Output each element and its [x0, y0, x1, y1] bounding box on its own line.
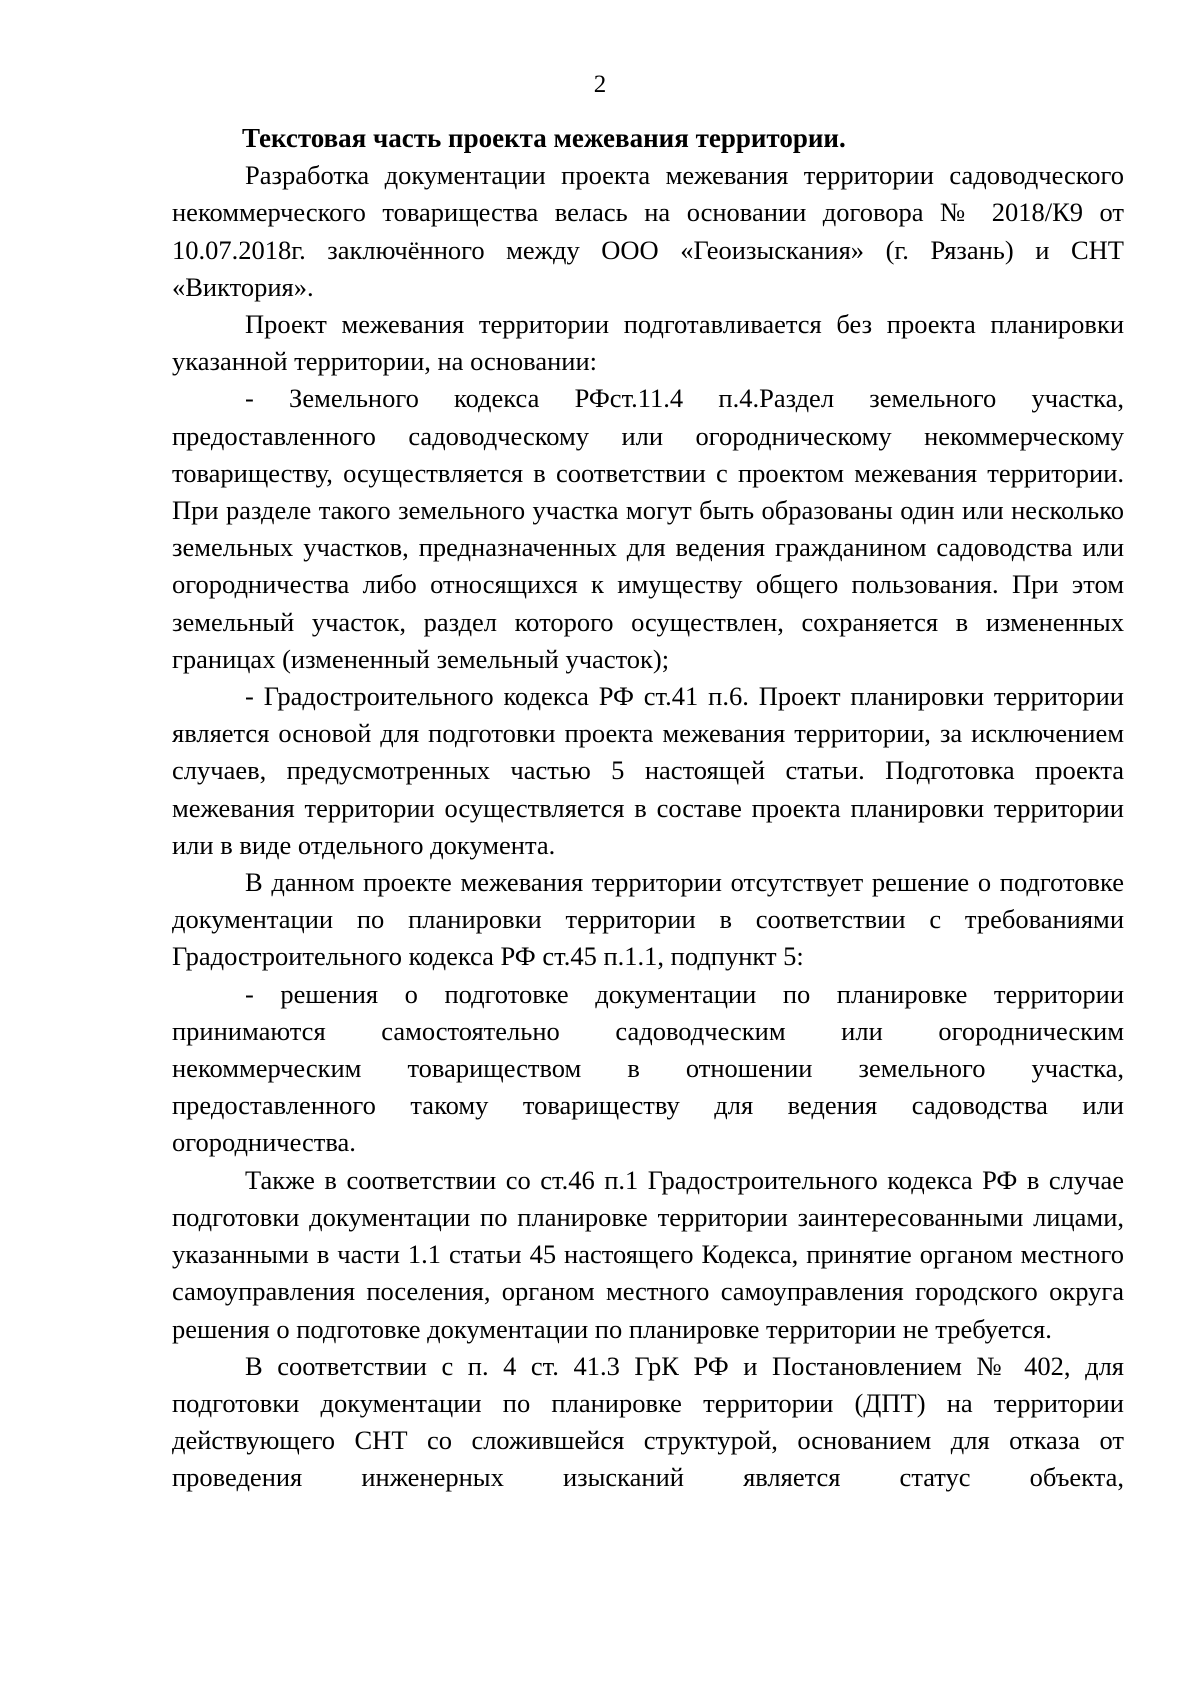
paragraph-contract-basis: Разработка документации проекта межевания территории садоводческого некоммерческого товарищества велась на основании договора № 2018/К9 от 10.07.2018г. заключённого между ООО «Геоизыскания» (г. Рязань) и СНТ «Виктория». [172, 160, 1124, 302]
paragraph-engineering-surveys: В соответствии с п. 4 ст. 41.3 ГрК РФ и Постановлением № 402, для подготовки документации по планировке территории (ДПТ) на территории действующего СНТ со сложившейся структурой, основанием для отказа от проведения инженерных изысканий является статус объекта, [172, 1350, 1124, 1493]
paragraph-project-basis: Проект межевания территории подготавливается без проекта планировки указанной территории, на основании: [172, 309, 1124, 377]
paragraph-land-code: - Земельного кодекса РФст.11.4 п.4.Раздел земельного участка, предоставленного садоводческому или огородническому некоммерческому товариществу, осуществляется в соответствии с проектом межевания территории. При разделе такого земельного участка могут быть образованы один или несколько земельных участков, предназначенных для ведения гражданином садоводства или огородничества либо относящихся к имуществу общего пользования. При этом земельный участок, раздел которого осуществлен, сохраняется в измененных границах (измененный земельный участок); [172, 383, 1124, 674]
paragraph-no-decision: В данном проекте межевания территории отсутствует решение о подготовке документации по планировки территории в соответствии с требованиями Градостроительного кодекса РФ ст.45 п.1.1, подпункт 5: [172, 867, 1124, 972]
section-heading: Текстовая часть проекта межевания территории. [242, 123, 846, 153]
paragraph-decisions-self: - решения о подготовке документации по планировке территории принимаются самостоятельно садоводческим или огородническим некоммерческим товариществом в отношении земельного участка, предоставленного такому товариществу для ведения садоводства или огородничества. [172, 978, 1124, 1158]
paragraph-urban-code-46: Также в соответствии со ст.46 п.1 Градостроительного кодекса РФ в случае подготовки документации по планировке территории заинтересованными лицами, указанными в части 1.1 статьи 45 настоящего Кодекса, принятие органом местного самоуправления поселения, органом местного самоуправления городского округа решения о подготовке документации по планировке территории не требуется. [172, 1164, 1124, 1344]
document-body [172, 120, 1124, 1497]
paragraph-urban-code-41: - Градостроительного кодекса РФ ст.41 п.6. Проект планировки территории является основой для подготовки проекта межевания территории, за исключением случаев, предусмотренных частью 5 настоящей статьи. Подготовка проекта межевания территории осуществляется в составе проекта планировки территории или в виде отдельного документа. [172, 681, 1124, 860]
page-number: 2 [593, 71, 607, 98]
